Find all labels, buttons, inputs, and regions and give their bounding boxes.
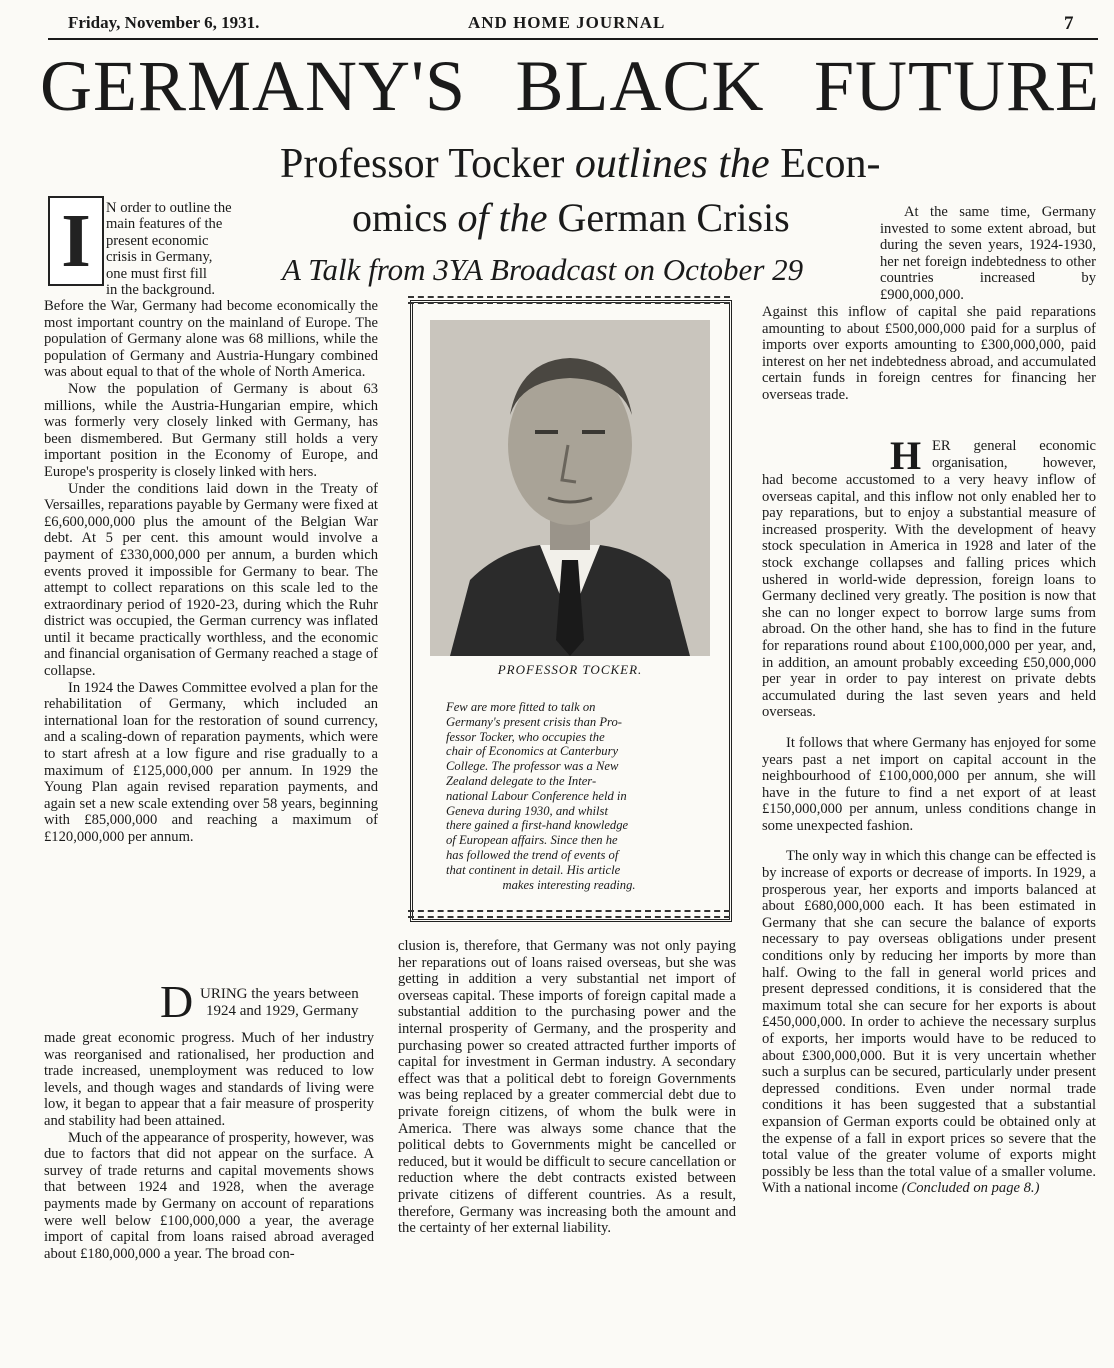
paragraph: Before the War, Germany had become economically the most important country on the mainland of Europe. The population of Germany alone was 68 millions, while the population of Germany and Austria-Hungary combined was about equal to that of the whole of North America.	[44, 298, 378, 381]
paragraph-text: The only way in which this change can be effected is by increase of exports or decrease of imports. In 1929, a prosperous year, her exports and imports balanced at about £680,000,000 each. It has been estimated in Germany that she can secure the balance of exports necessary to pay overseas obligations under present conditions only by reducing her imports by more than half. Owing to the fall in general world prices and present depressed conditions, it is considered that the maximum total she can secure for her exports is about £450,000,000. In order to achieve the necessary surplus of exports, her imports would have to be reduced to about £300,000,000. But it is very uncertain whether such a surplus can be secured, particularly under present depressed conditions. Even under normal trade conditions it has been suggested that a substantial expansion of German exports could be obtained only at the expense of a fall in export prices so severe that the total value of the greater volume of exports might possibly be less than the total value of a smaller volume. With a national income	[762, 848, 1096, 1197]
headline-word-3: FUTURE	[813, 46, 1100, 126]
intro-line: one must first fill	[106, 265, 207, 282]
paragraph: Much of the appearance of prosperity, however, was due to factors that did not appear on the surface. A survey of trade returns and capital movements shows that between 1924 and 1928, when the average payments made by Germany on account of reparations were well below £100,000,000 a year, the average import of capital from loans raised abroad averaged about £180,000,000 a year. The broad con-	[44, 1129, 374, 1262]
header-rule	[48, 38, 1098, 40]
h-line: organisation, however,	[932, 454, 1096, 471]
headline-word-1: GERMANY'S	[40, 46, 467, 126]
subhead-2c: German Crisis	[557, 195, 790, 240]
caption-line: national Labour Conference held in	[446, 788, 627, 803]
intro-line: in the background.	[106, 282, 216, 299]
subhead-1c: Econ-	[780, 141, 881, 187]
paragraph: It follows that where Germany has enjoyed for some years past a net import on capital account in the neighbourhood of £100,000,000 per annum, she will have in the future to find a net export of at least £150,000,000 per annum, unless conditions change in some unexpected fashion.	[762, 734, 1096, 834]
photo-name: PROFESSOR TOCKER.	[497, 662, 643, 677]
d-lines	[200, 986, 372, 1019]
paragraph: In 1924 the Dawes Committee evolved a plan for the rehabilitation of Germany, which included an international loan for the restoration of sound currency, and a scaling-down of reparation payments, which were to start afresh at a low figure and rise gradually to a maximum of £125,000,000 per annum. In 1929 the Young Plan again revised reparation payments, and again set a new scale extending over 58 years, beginning with £85,000,000 and reaching a maximum of £120,000,000 per annum.	[44, 679, 378, 845]
headline-word-2: BLACK	[515, 46, 765, 126]
intro-line: main features of the	[106, 216, 223, 233]
paragraph: At the same time, Germany invested to some extent abroad, but during the seven years, 1924-1930, her net foreign indebtedness to other countries increased by £900,000,000.	[880, 204, 1096, 303]
caption-line: Geneva during 1930, and whilst	[446, 803, 608, 818]
subhead-line-3: A Talk from 3YA Broadcast on October 29	[282, 252, 804, 287]
intro-line: N order to outline the	[106, 200, 232, 216]
ornamental-drop-cap	[48, 196, 104, 286]
caption-line: makes interesting reading.	[502, 877, 636, 892]
chain-border-top	[408, 296, 730, 304]
column-2	[398, 938, 736, 1237]
caption-line: there gained a first-hand knowledge	[446, 818, 629, 833]
photo-caption	[446, 700, 692, 892]
h-lines	[932, 438, 1096, 471]
paragraph: Now the population of Germany is about 63 millions, while the Austria-Hungarian empire, which was formerly very closely linked with Germany, has been dismembered. But Germany still holds a very important position in the Economy of Europe, and Europe's prosperity is closely linked with hers.	[44, 380, 378, 480]
caption-line: Few are more fitted to talk on	[446, 700, 596, 714]
intro-lines	[106, 200, 268, 298]
subhead-line-2	[352, 193, 790, 243]
issue-date: Friday, November 6, 1931.	[68, 13, 260, 32]
column-1-lower	[44, 1030, 374, 1262]
column-1	[44, 298, 378, 846]
headline	[40, 44, 1100, 128]
subhead-line-1	[280, 138, 881, 190]
journal-name: AND HOME JOURNAL	[468, 13, 666, 32]
column-3-intro	[880, 204, 1096, 304]
page-number: 7	[1064, 13, 1074, 34]
drop-cap-h: H	[890, 433, 922, 478]
column-3	[762, 304, 1096, 404]
subhead-1b: outlines the	[574, 141, 770, 187]
subhead-2a: omics	[352, 195, 448, 240]
d-line: URING the years between	[200, 986, 359, 1002]
caption-line: Germany's present crisis than Pro-	[446, 714, 622, 729]
paragraph: had become accustomed to a very heavy inflow of overseas capital, and this inflow not only enabled her to pay reparations, but to enjoy a substantial measure of increased prosperity. With the development of heavy stock speculation in America in 1928 and later of the stock exchange collapses and falling prices which ushered in world-wide depression, foreign loans to Germany declined very greatly. The position is now that she can no longer expect to borrow large sums from abroad. On the other hand, she has to find in the future for reparations round about £100,000,000 per year, and, in addition, an amount probably exceeding £50,000,000 per year in order to pay interest on private debts accumulated during the last seven years and held overseas.	[762, 472, 1096, 721]
caption-line: fessor Tocker, who occupies the	[446, 729, 605, 744]
continued-note: (Concluded on page 8.)	[901, 1180, 1040, 1197]
paragraph: Against this inflow of capital she paid reparations amounting to about £500,000,000 paid for a surplus of imports over exports amounting to £300,000,000, paid interest on her net indebtedness abroad, and accumulated certain funds in foreign centres for financing her overseas trade.	[762, 304, 1096, 403]
subhead-1a: Professor Tocker	[280, 141, 565, 187]
h-line: ER general economic	[932, 438, 1096, 454]
intro-line: present economic	[106, 232, 209, 249]
caption-line: has followed the trend of events of	[446, 847, 619, 862]
d-line: 1924 and 1929, Germany	[206, 1002, 359, 1019]
intro-line: crisis in Germany,	[106, 249, 213, 266]
caption-line: College. The professor was a New	[446, 759, 619, 774]
portrait-photo	[430, 320, 710, 656]
column-3-lower	[762, 472, 1096, 1197]
paragraph	[762, 848, 1096, 1196]
drop-cap-letter: I	[61, 199, 91, 283]
paragraph: Under the conditions laid down in the Treaty of Versailles, reparations payable by Germany were fixed at £6,600,000,000 plus the amount of the Belgian War debt. At 5 per cent. this amount would involve a payment of £330,000,000 per annum, a burden which events proved it impossible for Germany to bear. The attempt to collect reparations on this scale led to the extraordinary period of 1920-23, during which the Ruhr district was occupied, the German currency was inflated until it became practically worthless, and the economic and financial organisation of Germany reached a stage of collapse.	[44, 480, 378, 680]
paragraph: made great economic progress. Much of her industry was reorganised and rationalised, her production and trade increased, unemployment was reduced to low levels, and though wages and standards of living were low, it began to appear that a fair measure of prosperity and stability had been attained.	[44, 1030, 374, 1129]
caption-line: chair of Economics at Canterbury	[446, 744, 619, 759]
caption-line: of European affairs. Since then he	[446, 833, 618, 848]
caption-line: Zealand delegate to the Inter-	[446, 773, 597, 788]
caption-line: that continent in detail. His article	[446, 862, 621, 877]
drop-cap-d: D	[160, 976, 194, 1027]
chain-border-bottom	[408, 910, 730, 918]
subhead-2b: of the	[457, 195, 548, 240]
paragraph: clusion is, therefore, that Germany was not only paying her reparations out of loans raised overseas, but she was getting in addition a very substantial net import of overseas capital. These imports of foreign capital made a substantial addition to the purchasing power and the internal prosperity of Germany, and the prosperity and purchasing power so created attracted further imports of capital for investment in German industry. A secondary effect was that a political debt to foreign Governments was being replaced by a greater commercial debt due to private foreign citizens, of whom the bulk were in America. There was always some chance that the political debts to Governments might be cancelled or reduced, but it would be difficult to secure cancellation or reduction where the debt contracts existed between private citizens of different countries. As a result, therefore, Germany was increasing both the amount and the certainty of her external liability.	[398, 938, 736, 1237]
